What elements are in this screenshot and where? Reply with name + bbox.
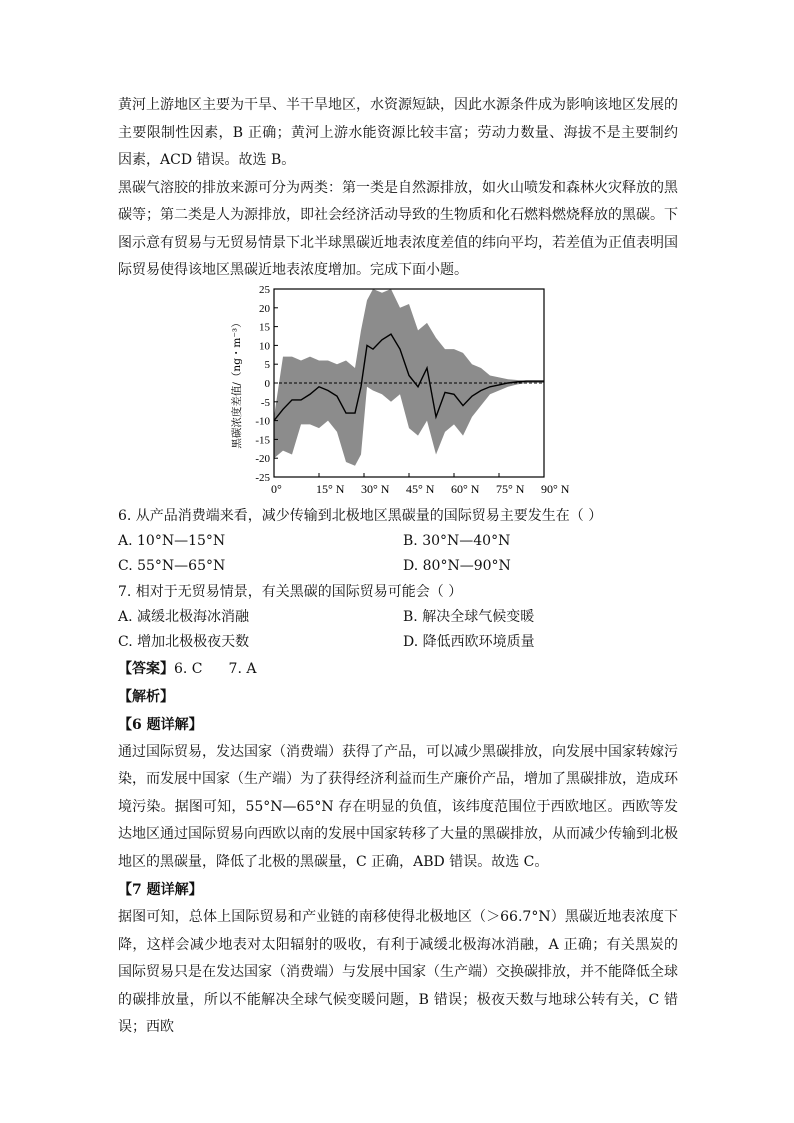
q7-option-a: A. 减缓北极海冰消融 <box>118 608 250 625</box>
q6-detail-label: 【6 题详解】 <box>118 716 203 733</box>
q6-option-b: B. 30°N—40°N <box>403 532 511 549</box>
q7-stem: 7. 相对于无贸易情景，有关黑碳的国际贸易可能会（ ） <box>118 583 463 600</box>
y-tick-label: 10 <box>259 339 270 352</box>
y-tick-label: 25 <box>259 284 270 296</box>
x-tick-label: 60° N <box>451 481 480 496</box>
y-tick-label: -15 <box>255 433 270 446</box>
q6-option-d: D. 80°N—90°N <box>403 557 511 574</box>
question-stem: 黑碳气溶胶的排放来源可分为两类：第一类是自然源排放，如火山喷发和森林火灾释放的黑碳等；第二类是人为源排放，即社会经济活动导致的生物质和化石燃料燃烧释放的黑碳。下图示意有贸易与无贸易情景下北半球黑碳近地表浓度差值的纬向平均，若差值为正值表明国际贸易使得该地区黑碳近地表浓度增加。完成下面小题。 <box>118 179 678 278</box>
q7-option-d: D. 降低西欧环境质量 <box>403 633 535 650</box>
q7-detail: 据图可知，总体上国际贸易和产业链的南移使得北极地区（＞66.7°N）黑碳近地表浓度下降，这样会减少地表对太阳辐射的吸收，有利于减缓北极海冰消融，A 正确；有关黑炭的国际贸易只是在发达国家（消费端）与发展中国家（生产端）交换碳排放，并不能降低全球的碳排放量，所以不能解决全球气候变暖问题，B 错误；极夜天数与地球公转有关，C 错误；西欧 <box>118 909 678 1035</box>
x-tick-label: 45° N <box>406 481 435 496</box>
x-tick-label: 30° N <box>361 481 390 496</box>
q7-detail-label: 【7 题详解】 <box>118 882 203 898</box>
intro-paragraph: 黄河上游地区主要为干旱、半干旱地区，水资源短缺，因此水源条件成为影响该地区发展的主要限制性因素，B 正确；黄河上游水能资源比较丰富；劳动力数量、海拔不是主要制约因素，ACD 错误。故选 B。 <box>118 97 678 168</box>
chart <box>118 285 678 503</box>
range-band <box>274 289 544 466</box>
x-tick-label: 0° <box>271 481 282 496</box>
document-page <box>118 92 678 1042</box>
x-tick-label: 75° N <box>496 481 525 496</box>
q7-option-b: B. 解决全球气候变暖 <box>403 608 535 625</box>
analysis-label: 【解析】 <box>118 688 174 705</box>
y-tick-label: -25 <box>255 471 270 484</box>
x-tick-label: 15° N <box>316 481 345 496</box>
y-tick-label: -10 <box>255 415 270 428</box>
q6-option-c: C. 55°N—65°N <box>118 557 226 574</box>
y-tick-label: 0 <box>264 377 270 390</box>
q6-options <box>118 529 678 579</box>
black-carbon-chart <box>118 285 678 503</box>
q6-detail: 通过国际贸易，发达国家（消费端）获得了产品，可以减少黑碳排放，向发展中国家转嫁污染，而发展中国家（生产端）为了获得经济利益而生产廉价产品，增加了黑碳排放，造成环境污染。据图可知，55°N—65°N 存在明显的负值，该纬度范围位于西欧地区。西欧等发达地区通过国际贸易向西欧以南的发展中国家转移了大量的黑碳排放，从而减少传输到北极地区的黑碳量，降低了北极的黑碳量，C 正确，ABD 错误。故选 C。 <box>118 743 678 870</box>
y-tick-label: 15 <box>259 321 270 334</box>
q7-option-c: C. 增加北极极夜天数 <box>118 633 250 650</box>
answer-line <box>118 655 678 683</box>
y-axis-label: 黑碳浓度差值/（ng・m⁻³） <box>231 316 243 449</box>
x-tick-label: 90° N <box>541 481 570 496</box>
q6-stem: 6. 从产品消费端来看，减少传输到北极地区黑碳量的国际贸易主要发生在（ ） <box>118 507 603 524</box>
y-tick-label: -5 <box>260 396 270 409</box>
answer-7: 7. A <box>228 660 257 677</box>
q6-option-a: A. 10°N—15°N <box>118 532 226 549</box>
answer-label: 【答案】 <box>118 660 174 677</box>
y-tick-label: 20 <box>259 302 270 315</box>
y-tick-label: 5 <box>264 358 270 371</box>
y-tick-label: -20 <box>255 452 270 465</box>
q7-options <box>118 605 678 655</box>
answer-6: 6. C <box>174 660 203 677</box>
